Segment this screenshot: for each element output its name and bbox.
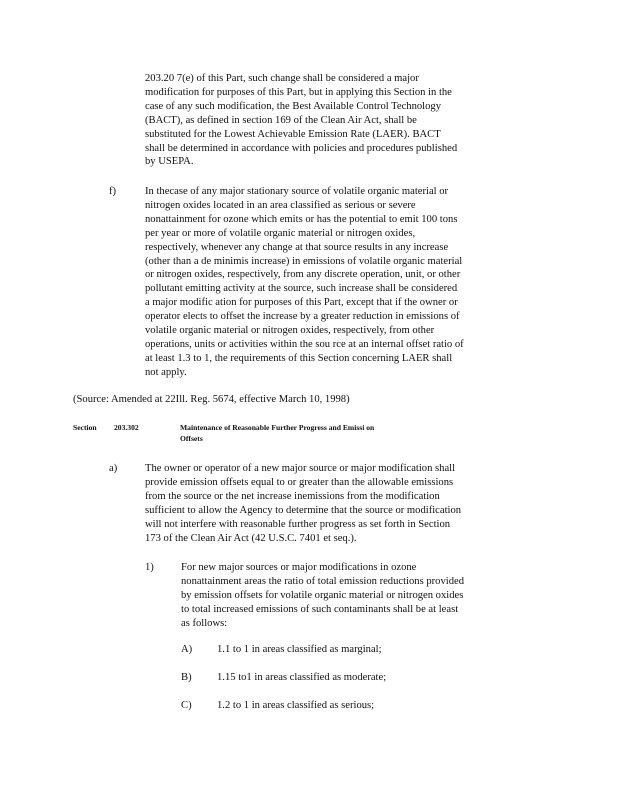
paragraph-line: or nitrogen oxides, respectively, from any discrete operation, unit, or other <box>145 269 461 281</box>
subitem-b-marker: B) <box>181 672 192 683</box>
section-title <box>180 422 374 444</box>
item-1-paragraph <box>181 561 464 631</box>
paragraph-line: In thecase of any major stationary source of volatile organic material or <box>145 186 449 197</box>
item-a-marker: a) <box>109 463 118 474</box>
subitem-c-marker: C) <box>181 700 192 711</box>
paragraph-line: (BACT), as defined in section 169 of the Clean Air Act, shall be <box>145 114 417 126</box>
paragraph-line: at least 1.3 to 1, the requirements of this Section concerning LAER shall <box>145 352 453 364</box>
paragraph-line: (other than a de minimis increase) in emissions of volatile organic material <box>145 255 463 267</box>
paragraph-line: nitrogen oxides located in an area classified as serious or severe <box>145 199 416 211</box>
paragraph-line: not apply. <box>145 366 187 378</box>
paragraph-line: operations, units or activities within the sou rce at an internal offset ratio of <box>145 338 464 350</box>
paragraph-line: For new major sources or major modifications in ozone <box>181 562 417 573</box>
subitem-a-marker: A) <box>181 644 193 655</box>
subitem-a-text: 1.1 to 1 in areas classified as marginal; <box>217 644 382 655</box>
paragraph-line: per year or more of volatile organic material or nitrogen oxides, <box>145 227 416 239</box>
continuation-paragraph <box>145 72 457 169</box>
paragraph-line: nonattainment areas the ratio of total emission reductions provided <box>181 575 465 587</box>
subitem-c-text: 1.2 to 1 in areas classified as serious; <box>217 700 375 711</box>
section-number: 203.302 <box>114 423 139 432</box>
subitem-b-text: 1.15 to1 in areas classified as moderate; <box>217 672 387 683</box>
paragraph-line: modification for purposes of this Part, but in applying this Section in the <box>145 86 452 98</box>
paragraph-line: nonattainment for ozone which emits or has the potential to emit 100 tons <box>145 213 458 225</box>
item-a-paragraph <box>145 462 461 545</box>
paragraph-line: sufficient to allow the Agency to determine that the source or modification <box>145 504 462 516</box>
paragraph-line: The owner or operator of a new major source or major modification shall <box>145 463 456 474</box>
paragraph-line: pollutant emitting activity at the source, such increase shall be considered <box>145 283 458 295</box>
item-1-marker: 1) <box>145 562 154 573</box>
item-f-marker: f) <box>109 186 117 197</box>
paragraph-line: to total increased emissions of such contaminants shall be at least <box>181 603 459 615</box>
section-label: Section <box>73 423 97 432</box>
paragraph-line: as follows: <box>181 617 228 629</box>
section-title-line: Offsets <box>180 434 203 443</box>
paragraph-line: case of any such modification, the Best Available Control Technology <box>145 100 442 112</box>
paragraph-line: by emission offsets for volatile organic material or nitrogen oxides <box>181 589 464 601</box>
paragraph-line: substituted for the Lowest Achievable Emission Rate (LAER). BACT <box>145 128 441 140</box>
paragraph-line: respectively, whenever any change at that source results in any increase <box>145 241 449 253</box>
paragraph-line: shall be determined in accordance with policies and procedures published <box>145 142 458 154</box>
paragraph-line: 203.20 7(e) of this Part, such change shall be considered a major <box>145 73 419 84</box>
paragraph-line: a major modific ation for purposes of this Part, except that if the owner or <box>145 297 458 309</box>
paragraph-line: will not interfere with reasonable further progress as set forth in Section <box>145 518 451 530</box>
paragraph-line: volatile organic material or nitrogen oxides, respectively, from other <box>145 325 435 337</box>
source-note: (Source: Amended at 22Ill. Reg. 5674, effective March 10, 1998) <box>73 394 350 405</box>
paragraph-line: provide emission offsets equal to or greater than the allowable emissions <box>145 476 454 488</box>
paragraph-line: 173 of the Clean Air Act (42 U.S.C. 7401 et seq.). <box>145 532 357 544</box>
paragraph-line: operator elects to offset the increase by a greater reduction in emissions of <box>145 311 460 323</box>
paragraph-line: by USEPA. <box>145 156 194 168</box>
section-title-line: Maintenance of Reasonable Further Progress and Emissi on <box>180 423 375 432</box>
paragraph-line: from the source or the net increase inemissions from the modification <box>145 490 440 502</box>
item-f-paragraph <box>145 185 464 380</box>
